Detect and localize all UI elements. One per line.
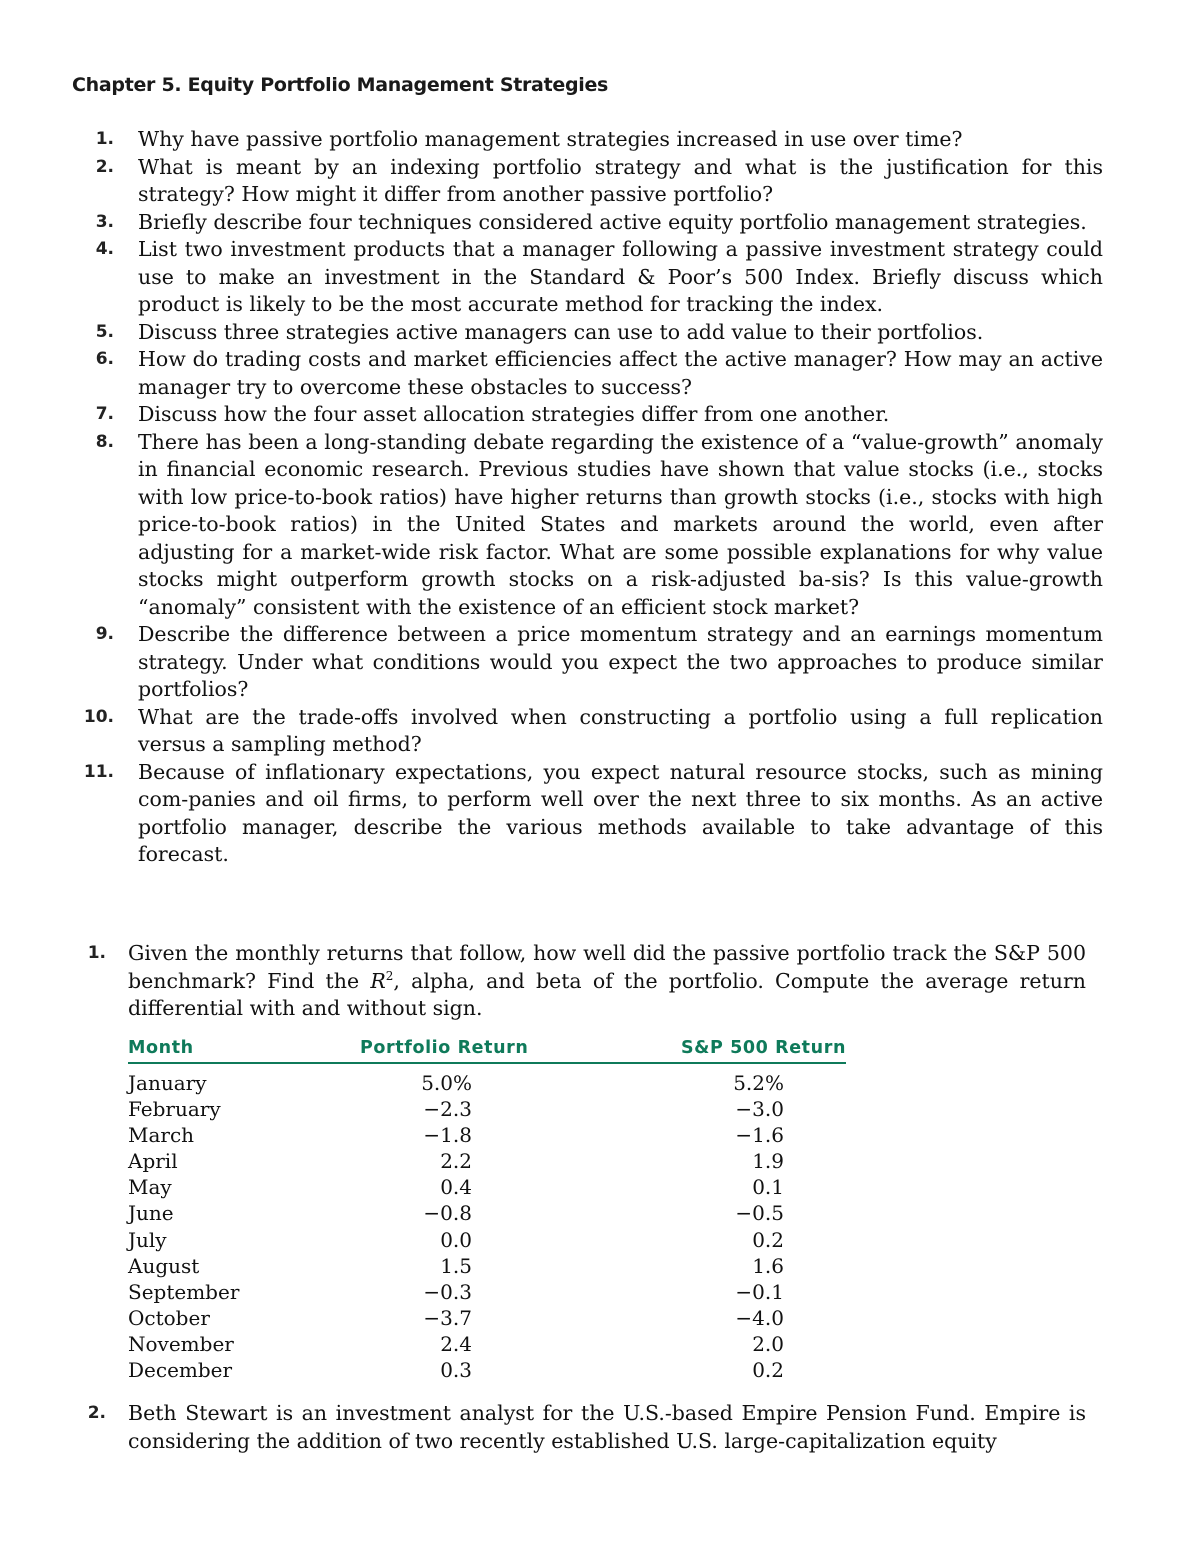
question-item — [0, 401, 1200, 429]
portfolio-return-cell: −3.7 — [423, 1305, 472, 1330]
question-number: 5. — [95, 321, 114, 342]
sp500-return-cell: 1.9 — [752, 1149, 784, 1174]
question-item — [0, 621, 1200, 704]
table-header-row — [128, 1036, 846, 1064]
table-row — [128, 1174, 846, 1200]
sp500-return-column-header: S&P 500 Return — [680, 1038, 846, 1058]
sp500-return-cell: 0.1 — [752, 1175, 784, 1200]
question-item — [0, 126, 1200, 154]
month-column-header: Month — [128, 1038, 194, 1058]
table-row — [128, 1331, 846, 1357]
sp500-return-cell: 0.2 — [752, 1227, 784, 1252]
question-number: 3. — [95, 211, 114, 232]
sp500-return-cell: −4.0 — [735, 1305, 784, 1330]
question-text: Briefly describe four techniques considered active equity portfolio management strategies. — [138, 209, 1087, 234]
question-item — [0, 759, 1200, 869]
question-number: 4. — [95, 239, 114, 259]
question-number: 6. — [95, 349, 114, 369]
portfolio-return-cell: −1.8 — [423, 1123, 472, 1148]
question-text: What are the trade-offs involved when constructing a portfolio using a full replication versus a sampling method? — [138, 704, 1103, 756]
question-text: Discuss how the four asset allocation strategies differ from one another. — [138, 402, 890, 426]
question-item — [0, 236, 1200, 319]
sp500-return-cell: 2.0 — [752, 1331, 784, 1356]
sp500-return-cell: 5.2% — [733, 1071, 784, 1095]
question-text: What is meant by an indexing portfolio strategy and what is the justification for this strategy? How might it differ from another passive portfolio? — [138, 154, 1103, 206]
question-text: Because of inflationary expectations, you expect natural resource stocks, such as mining com-panies and oil firms, to perform well over the next three to six months. As an active portfolio manager, describe the various methods available to take advantage of this forecast. — [138, 759, 1103, 866]
portfolio-return-cell: −0.8 — [423, 1201, 472, 1226]
month-cell: October — [128, 1305, 210, 1330]
sp500-return-cell: −1.6 — [735, 1123, 784, 1148]
question-text: There has been a long-standing debate regarding the existence of a “value-growth” anomaly in financial economic research. Previous studies have shown that value stocks (i.e., stocks with low price-to-book ratios) have higher returns than growth stocks (i.e., stocks with high price-to-book ratios) in the United States and markets around the world, even after adjusting for a market-wide risk factor. What are some possible explanations for why value stocks might outperform growth stocks on a risk-adjusted ba-sis? Is this value-growth “anomaly” consistent with the existence of an efficient stock market? — [138, 429, 1103, 619]
problem-text: Beth Stewart is an investment analyst for the U.S.-based Empire Pension Fund. Empire is considering the addition of two recently established U.S. large-capitalization equity — [128, 1401, 1086, 1453]
sp500-return-cell: −0.5 — [735, 1201, 784, 1226]
returns-table — [128, 1036, 846, 1383]
table-row — [128, 1279, 846, 1305]
month-cell: August — [128, 1253, 200, 1278]
problem-number: 1. — [87, 943, 106, 963]
table-row — [128, 1200, 846, 1226]
table-row — [128, 1096, 846, 1122]
portfolio-return-cell: 5.0% — [421, 1071, 472, 1095]
question-text: List two investment products that a manager following a passive investment strategy could use to make an investment in the Standard & Poor’s 500 Index. Briefly discuss which product is likely to be the most accurate method for tracking the index. — [138, 237, 1103, 316]
page-title: Chapter 5. Equity Portfolio Management Strategies — [72, 74, 609, 96]
question-number: 8. — [95, 431, 114, 452]
question-item — [0, 346, 1200, 401]
table-body — [128, 1070, 846, 1383]
question-text: How do trading costs and market efficiencies affect the active manager? How may an active manager try to overcome these obstacles to success? — [138, 347, 1103, 399]
month-cell: July — [128, 1227, 167, 1252]
question-item — [0, 704, 1200, 759]
review-questions-list — [0, 126, 1200, 869]
problem-text: Given the monthly returns that follow, how well did the passive portfolio track the S&P 500 benchmark? Find the $R^2$, alpha, and beta of the portfolio. Compute the average return differential with and without sign. — [128, 941, 1086, 1020]
month-cell: January — [128, 1071, 207, 1095]
question-item — [0, 319, 1200, 347]
question-text: Describe the difference between a price momentum strategy and an earnings momentum strategy. Under what conditions would you expect the two approaches to produce similar portfolios? — [138, 622, 1103, 701]
month-cell: February — [128, 1097, 221, 1122]
table-row — [128, 1070, 846, 1096]
question-item — [0, 429, 1200, 622]
sp500-return-cell: 0.2 — [752, 1358, 784, 1383]
question-number: 10. — [83, 706, 114, 727]
question-number: 2. — [95, 156, 114, 177]
table-row — [128, 1253, 846, 1279]
sp500-return-cell: −0.1 — [735, 1279, 784, 1304]
month-cell: June — [128, 1201, 174, 1226]
question-text: Why have passive portfolio management strategies increased in use over time? — [138, 127, 963, 151]
month-cell: December — [128, 1358, 233, 1383]
table-row — [128, 1305, 846, 1331]
table-row — [128, 1122, 846, 1148]
portfolio-return-cell: 0.4 — [440, 1175, 472, 1200]
table-row — [128, 1148, 846, 1174]
month-cell: November — [128, 1331, 234, 1356]
question-text: Discuss three strategies active managers can use to add value to their portfolios. — [138, 319, 984, 344]
table-row — [128, 1357, 846, 1383]
question-item — [0, 154, 1200, 209]
month-cell: April — [128, 1149, 178, 1174]
sp500-return-cell: 1.6 — [752, 1253, 784, 1278]
month-cell: March — [128, 1123, 195, 1148]
portfolio-return-cell: 2.2 — [440, 1149, 472, 1174]
portfolio-return-cell: −2.3 — [423, 1097, 472, 1122]
month-cell: May — [128, 1175, 172, 1200]
portfolio-return-cell: 0.0 — [440, 1227, 472, 1252]
portfolio-return-cell: −0.3 — [423, 1279, 472, 1304]
problem-2 — [0, 1400, 1200, 1455]
table-row — [128, 1227, 846, 1253]
question-number: 9. — [95, 624, 114, 644]
portfolio-return-cell: 1.5 — [440, 1253, 472, 1278]
question-number: 7. — [95, 404, 114, 424]
portfolio-return-column-header: Portfolio Return — [360, 1038, 529, 1058]
portfolio-return-cell: 0.3 — [440, 1358, 472, 1383]
portfolio-return-cell: 2.4 — [440, 1331, 472, 1356]
question-number: 11. — [83, 761, 114, 782]
month-cell: September — [128, 1279, 240, 1304]
problem-number: 2. — [87, 1403, 106, 1423]
problem-1 — [0, 940, 1200, 1023]
question-number: 1. — [95, 129, 114, 149]
question-item — [0, 209, 1200, 237]
sp500-return-cell: −3.0 — [735, 1097, 784, 1122]
